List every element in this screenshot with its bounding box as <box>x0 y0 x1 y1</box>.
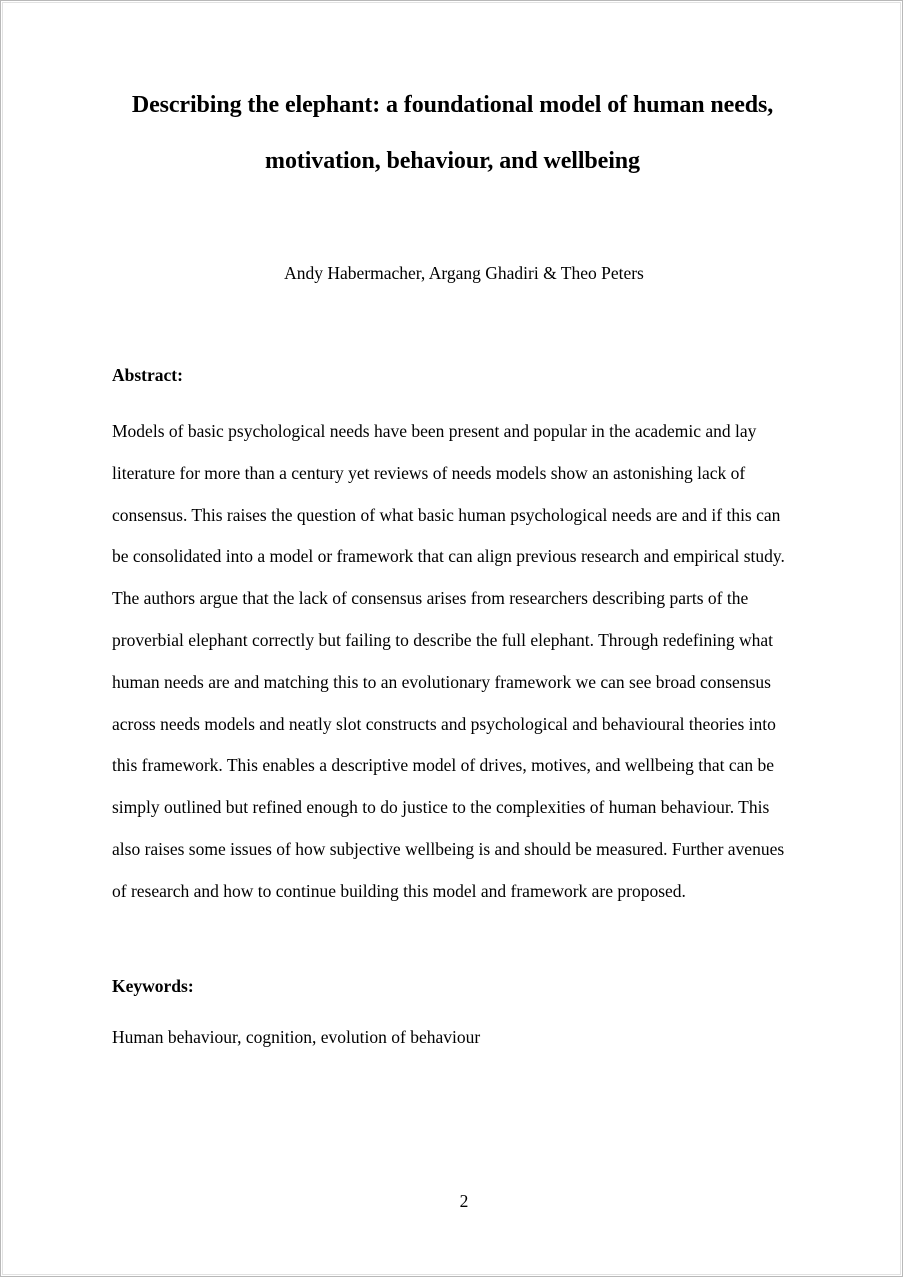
author-list: Andy Habermacher, Argang Ghadiri & Theo Peters <box>284 263 644 283</box>
abstract-line: proverbial elephant correctly but failing to describe the full elephant. Through redefining what <box>112 629 774 650</box>
abstract-body <box>112 411 812 913</box>
paper-title-line-1: Describing the elephant: a foundational model of human needs, <box>131 92 774 118</box>
abstract-line: human needs are and matching this to an evolutionary framework we can see broad consensus <box>112 671 771 692</box>
abstract-line: also raises some issues of how subjective wellbeing is and should be measured. Further avenues <box>112 838 785 859</box>
abstract-line: this framework. This enables a descriptive model of drives, motives, and wellbeing that can be <box>112 755 775 776</box>
abstract-line: be consolidated into a model or framework that can align previous research and empirical study. <box>112 546 785 567</box>
keywords-text: Human behaviour, cognition, evolution of behaviour <box>112 1027 481 1047</box>
abstract-heading: Abstract: <box>112 365 183 385</box>
page-number: 2 <box>459 1191 469 1211</box>
abstract-line: consensus. This raises the question of what basic human psychological needs are and if this can <box>112 504 781 525</box>
abstract-line: literature for more than a century yet reviews of needs models show an astonishing lack of <box>112 462 746 483</box>
abstract-line: simply outlined but refined enough to do justice to the complexities of human behaviour. This <box>112 797 770 818</box>
abstract-line: The authors argue that the lack of consensus arises from researchers describing parts of the <box>112 588 749 609</box>
keywords-heading: Keywords: <box>112 976 194 996</box>
abstract-line: Models of basic psychological needs have been present and popular in the academic and lay <box>112 421 757 441</box>
abstract-line: of research and how to continue building this model and framework are proposed. <box>112 880 686 901</box>
abstract-line: across needs models and neatly slot constructs and psychological and behavioural theories into <box>112 713 776 734</box>
paper-title-line-2: motivation, behaviour, and wellbeing <box>265 148 640 174</box>
